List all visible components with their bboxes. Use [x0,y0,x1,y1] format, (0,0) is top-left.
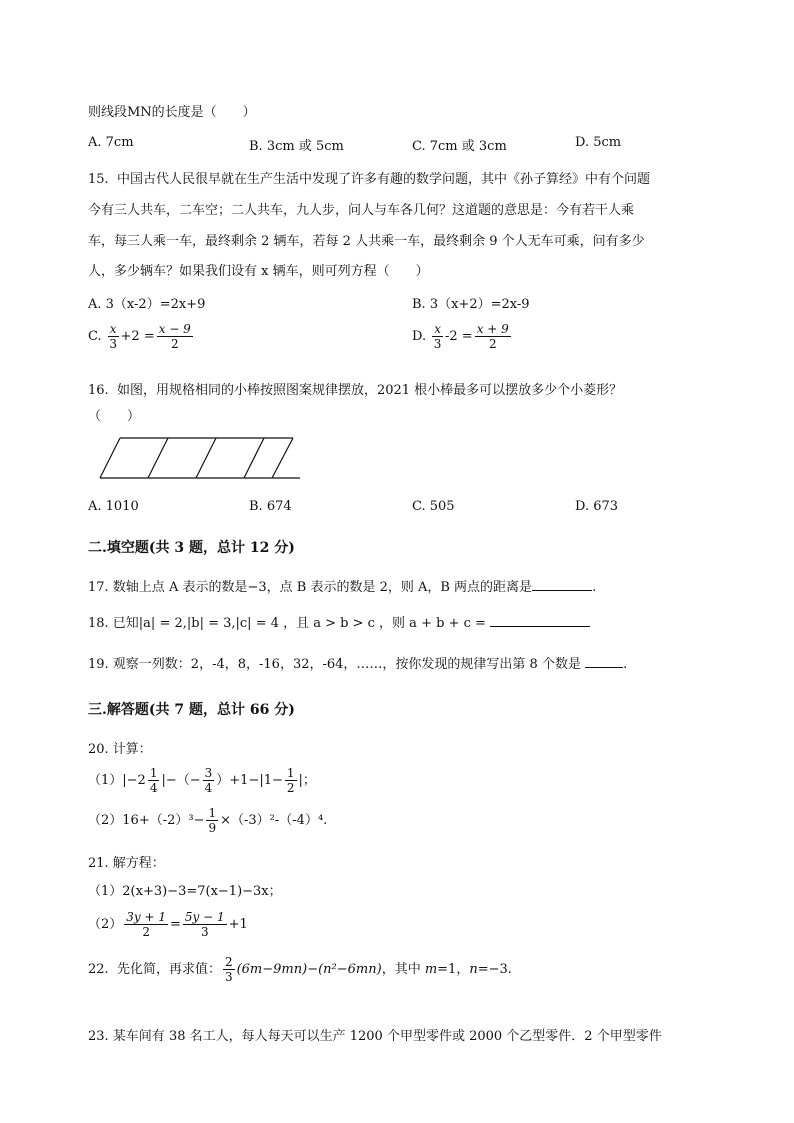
q16-paren: （ ） [88,409,141,424]
q21-title: 21. 解方程： [88,856,165,871]
stick-slant-2 [148,438,168,478]
q16-option-b: B. 674 [249,499,292,514]
q14-option-a: A. 7cm [88,135,134,150]
stick-slant-3 [196,438,216,478]
q14-stem-tail: 则线段MN的长度是（ ） [88,105,256,120]
q22: 22. 先化简，再求值： $\frac{2}{3}$ (6m−9mn)−(n²−6mn)，其中 m=1，n=−3. [88,955,512,984]
q16-option-a: A. 1010 [88,499,139,514]
q15-option-a: A. 3（x-2）=2x+9 [88,297,206,312]
q14-option-c: C. 7cm 或 3cm [412,139,507,154]
q14-option-d: D. 5cm [575,135,622,150]
rhombus-stick-figure [95,434,305,484]
q15-option-c: C. $\frac{x}{3}$ +2 = $\frac{x - 9}{2}$ [88,322,191,351]
stick-slant-5 [272,438,293,478]
q21-part-2: （2） $\frac{3y + 1}{2}$ = $\frac{5y - 1}{3}$ +1 [88,910,248,939]
stick-slant-4 [244,438,264,478]
q15-line-3: 车，每三人乘一车，最终剩余 2 辆车，若每 2 人共乘一车，最终剩余 9 个人无车可乘，问有多少 [88,234,645,249]
q16-option-c: C. 505 [412,499,455,514]
q18: 18. 已知|a| = 2,|b| = 3,|c| = 4 ，且 a > b > c ，则 a + b + c = [88,612,590,631]
section-heading-fill-in: 二.填空题(共 3 题，总计 12 分) [88,540,295,556]
q20-part-2: （2）16+（-2）³− $\frac{1}{9}$ ×（-3）²-（-4）⁴. [88,806,328,835]
q16-option-d: D. 673 [575,499,619,514]
q15-option-b: B. 3（x+2）=2x-9 [412,297,530,312]
q15-line-4: 人，多少辆车？如果我们设有 x 辆车，则可列方程（ ） [88,264,429,279]
q20-part-1: （1）|−2 $\frac{1}{4}$ |−（− $\frac{3}{4}$ ）+1−|1− $\frac{1}{2}$ |； [88,766,316,795]
q17: 17. 数轴上点 A 表示的数是−3，点 B 表示的数是 2，则 A，B 两点的距离是 . [88,580,597,595]
q23: 23. 某车间有 38 名工人，每人每天可以生产 1200 个甲型零件或 2000 个乙型零件．2 个甲型零件 [88,1029,662,1044]
stick-slant-1 [100,438,120,478]
q16-stem: 16. 如图，用规格相同的小棒按照图案规律摆放，2021 根小棒最多可以摆放多少个小菱形？ [88,383,623,398]
q15-line-2: 今有三人共车，二车空；二人共车，九人步，问人与车各几何？这道题的意思是：今有若干人乘 [88,203,635,218]
q19: 19. 观察一列数：2，-4，8，-16，32，-64，……，按你发现的规律写出第 8 个数是 . [88,657,628,672]
section-heading-solve: 三.解答题(共 7 题，总计 66 分) [88,702,295,718]
q15-option-d: D. $\frac{x}{3}$ -2 = $\frac{x + 9}{2}$ [412,322,509,351]
q14-option-b: B. 3cm 或 5cm [249,139,344,154]
q15-line-1: 15. 中国古代人民很早就在生产生活中发现了许多有趣的数学问题，其中《孙子算经》中有个问题 [88,172,650,187]
q21-part-1: （1）2(x+3)−3=7(x−1)−3x； [88,884,282,899]
q20-title: 20. 计算： [88,742,152,757]
